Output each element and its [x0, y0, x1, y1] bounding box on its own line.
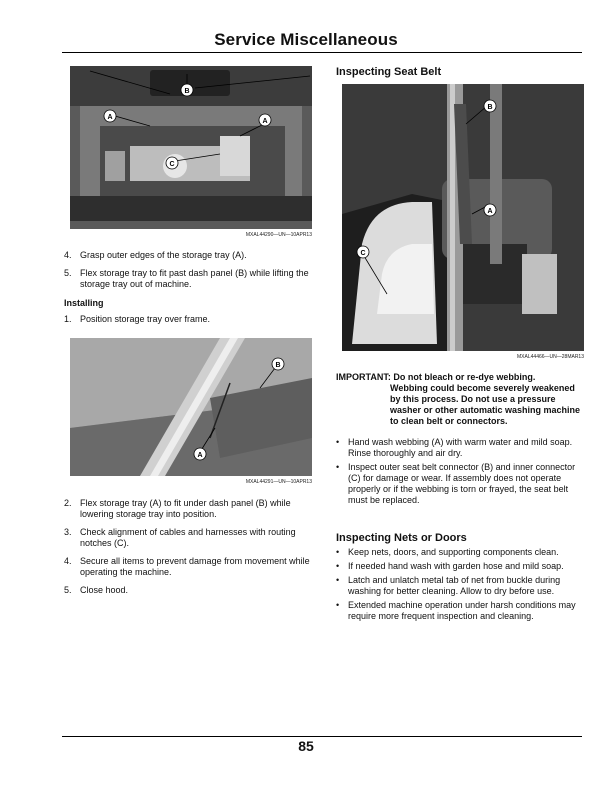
list-item: 5. Close hood.	[64, 585, 129, 595]
callout-c: C	[360, 250, 366, 257]
seat-belt-bullet-list	[336, 437, 586, 509]
install-steps-list	[64, 498, 316, 603]
important-lead: IMPORTANT: Do not bleach or re-dye webbing.	[336, 372, 536, 382]
callout-a: A	[197, 452, 203, 459]
figure-caption: MXAL44290—UN—10APR13	[245, 232, 312, 238]
removal-steps-list	[64, 250, 314, 297]
callout-b: B	[184, 88, 190, 95]
callout-c: C	[169, 161, 175, 168]
list-item: 4. Secure all items to prevent damage from movement while operating the machine.	[64, 556, 310, 577]
seat-belt-photo	[342, 84, 584, 351]
seat-belt-heading: Inspecting Seat Belt	[336, 66, 442, 78]
callout-b: B	[275, 362, 281, 369]
list-item: 5. Flex storage tray to fit past dash panel (B) while lifting the storage tray out of machine.	[64, 268, 309, 289]
list-item: • Extended machine operation under harsh conditions may require more frequent inspection and cleaning.	[336, 600, 576, 621]
list-item: • If needed hand wash with garden hose and mild soap.	[336, 561, 564, 571]
list-item: 2. Flex storage tray (A) to fit under dash panel (B) while lowering storage tray into position.	[64, 498, 291, 519]
nets-doors-heading: Inspecting Nets or Doors	[336, 532, 467, 544]
list-item: • Inspect outer seat belt connector (B) and inner connector (C) for damage or wear. If assembly does not operate properly or if the webbing is torn or frayed, the seat belt must be replaced.	[336, 462, 576, 505]
callout-a: A	[107, 114, 113, 121]
important-body: Webbing could become severely weakened by this process. Do not use a pressure washer or other automatic washing machine to clean belt or connectors.	[390, 383, 581, 426]
installing-heading: Installing	[64, 298, 104, 308]
callout-a: A	[262, 118, 268, 125]
nets-bullet-list	[336, 547, 586, 625]
list-item: • Keep nets, doors, and supporting components clean.	[336, 547, 559, 557]
storage-tray-photo	[70, 66, 312, 229]
list-item: • Latch and unlatch metal tab of net from buckle during washing for better cleaning. Allow to dry before use.	[336, 575, 561, 596]
callout-a: A	[487, 208, 493, 215]
storage-tray-install-photo	[70, 338, 312, 476]
callout-b: B	[487, 104, 493, 111]
figure-caption: MXAL44291—UN—10APR13	[245, 479, 312, 485]
list-item: 3. Check alignment of cables and harnesses with routing notches (C).	[64, 527, 296, 548]
page-number: 85	[298, 738, 314, 754]
list-item: 1. Position storage tray over frame.	[64, 314, 211, 324]
figure-caption: MXAL44466—UN—28MAR13	[517, 354, 584, 360]
page-title: Service Miscellaneous	[214, 30, 398, 49]
footer-rule	[62, 736, 582, 737]
install-step-list	[64, 314, 314, 332]
list-item: 4. Grasp outer edges of the storage tray (A).	[64, 250, 247, 260]
header-rule	[62, 52, 582, 53]
important-notice	[336, 372, 584, 427]
list-item: • Hand wash webbing (A) with warm water and mild soap. Rinse thoroughly and air dry.	[336, 437, 573, 458]
